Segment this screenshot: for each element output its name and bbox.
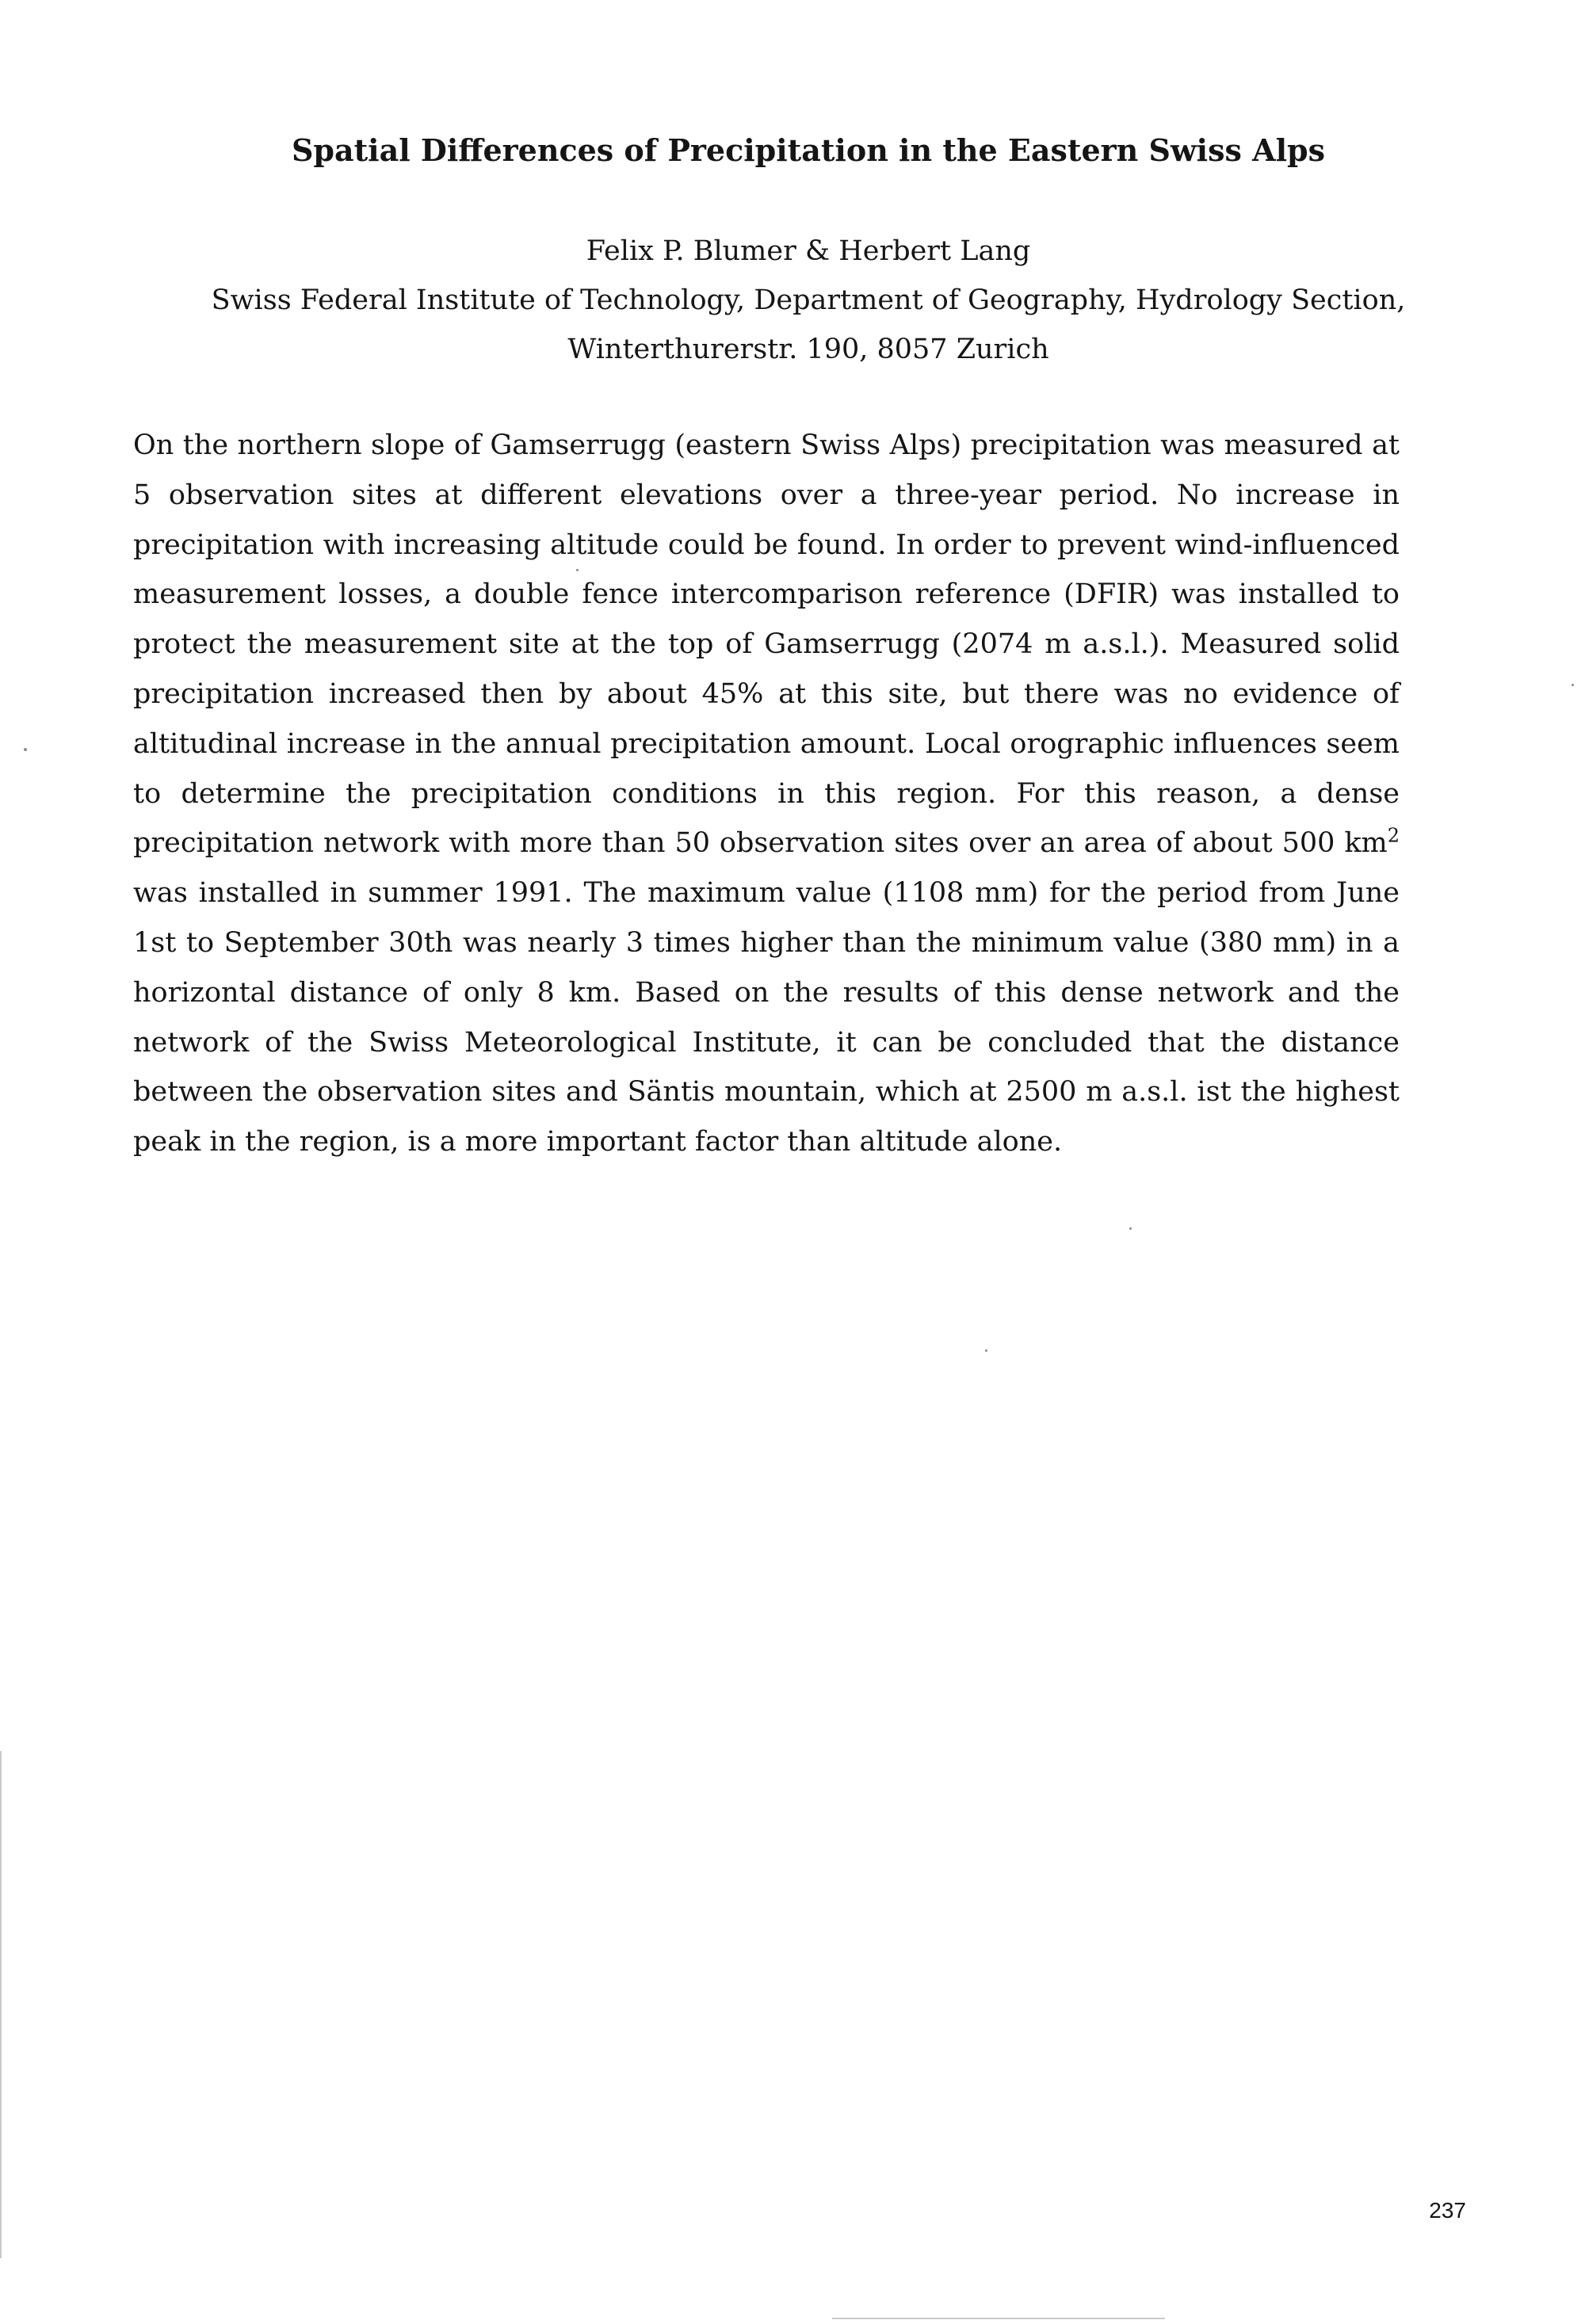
abstract-paragraph — [133, 421, 1400, 1167]
affiliation-line-2: Winterthurerstr. 190, 8057 Zurich — [567, 334, 1049, 365]
scan-edge-mark — [0, 1751, 2, 2258]
scan-speck — [985, 1349, 987, 1352]
scan-speck — [1129, 1227, 1132, 1230]
scan-speck — [1572, 684, 1574, 686]
paper-title: Spatial Differences of Precipitation in the Eastern Swiss Alps — [291, 132, 1326, 168]
scan-speck — [24, 748, 27, 751]
scan-speck — [576, 569, 579, 571]
author-list: Felix P. Blumer & Herbert Lang — [586, 235, 1031, 267]
abstract-text-part-2: was installed in summer 1991. The maximum value (1108 mm) for the period from June 1st to September 30th was nearly 3 times higher than the minimum value (380 mm) in a horizontal distance of only 8 km. Based on the results of this dense network and the network of the Swiss Meteorological Institute, it can be concluded that the distance between the observation sites and Säntis mountain, which at 2500 m a.s.l. ist the highest peak in the region, is a more important factor than altitude alone. — [133, 877, 1400, 1158]
affiliation — [135, 276, 1482, 374]
scan-edge-mark — [832, 2318, 1165, 2319]
area-superscript: 2 — [1387, 824, 1400, 847]
abstract-text-part-1: On the northern slope of Gamserrugg (eastern Swiss Alps) precipitation was measured at 5 observation sites at different elevations over a three-year period. No increase in precipitation with increasing altitude could be found. In order to prevent wind-influenced measurement losses, a double fence intercomparison reference (DFIR) was installed to protect the measurement site at the top of Gamserrugg (2074 m a.s.l.). Measured solid precipitation increased then by about 45% at this site, but there was no evidence of altitudinal increase in the annual precipitation amount. Local orographic influences seem to determine the precipitation conditions in this region. For this reason, a dense precipitation network with more than 50 observation sites over an area of about 500 km — [133, 429, 1400, 860]
page-number: 237 — [1429, 2198, 1466, 2223]
affiliation-line-1: Swiss Federal Institute of Technology, Department of Geography, Hydrology Section, — [211, 284, 1406, 316]
